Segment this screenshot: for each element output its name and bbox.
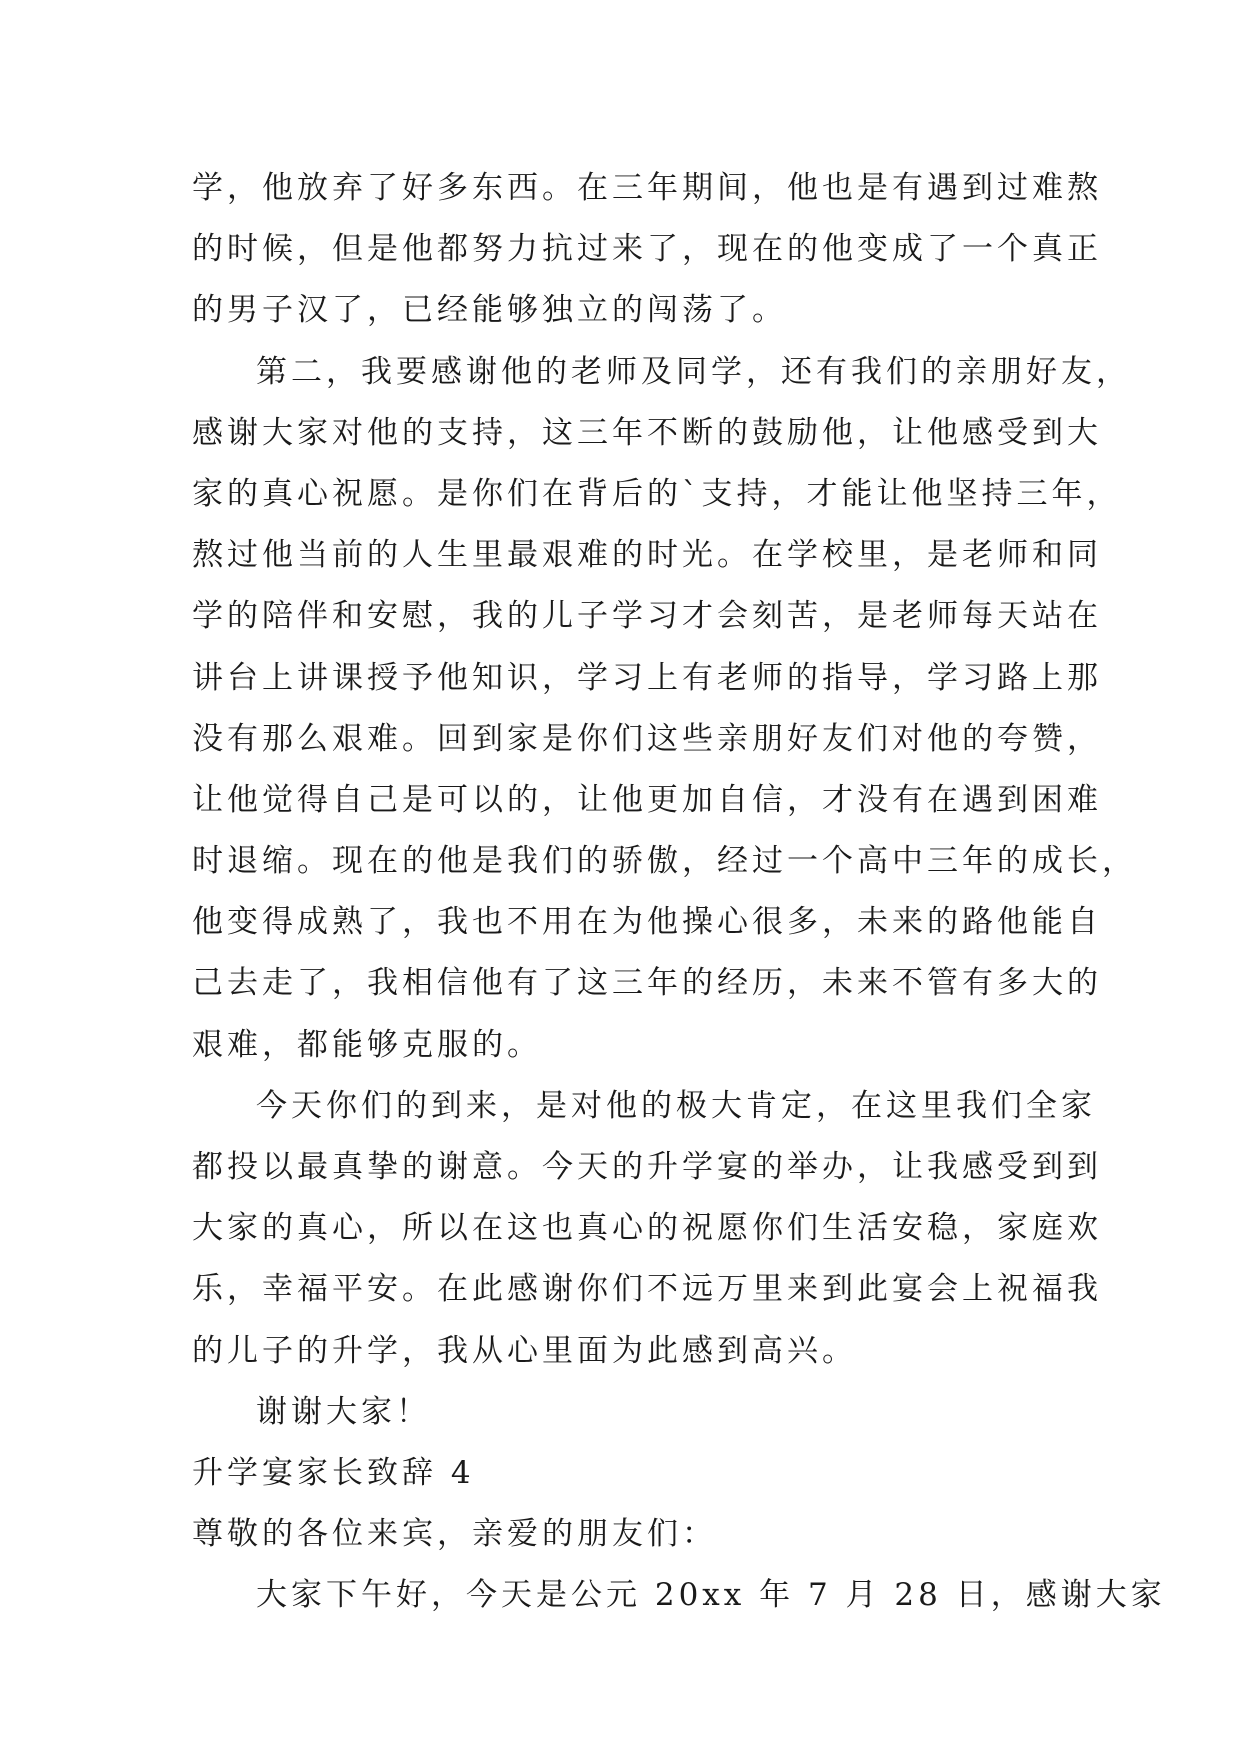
text-line: 学，他放弃了好多东西。在三年期间，他也是有遇到过难熬: [192, 170, 1102, 206]
text-line: 家的真心祝愿。是你们在背后的`支持，才能让他坚持三年，: [192, 475, 1122, 512]
text-line: 的儿子的升学，我从心里面为此感到高兴。: [192, 1332, 857, 1369]
text-line: 没有那么艰难。回到家是你们这些亲朋好友们对他的夸赞，: [192, 720, 1102, 757]
paragraph-start-line: 第二，我要感谢他的老师及同学，还有我们的亲朋好友，: [256, 353, 1131, 390]
text-line: 乐，幸福平安。在此感谢你们不远万里来到此宴会上祝福我: [192, 1271, 1102, 1308]
text-line: 的男子汉了，已经能够独立的闯荡了。: [192, 292, 787, 329]
text-line: 熬过他当前的人生里最艰难的时光。在学校里，是老师和同: [192, 537, 1102, 574]
thanks-line: 谢谢大家！: [256, 1393, 431, 1430]
paragraph-start-line: 今天你们的到来，是对他的极大肯定，在这里我们全家: [256, 1087, 1096, 1124]
text-line: 都投以最真挚的谢意。今天的升学宴的举办，让我感受到到: [192, 1149, 1102, 1185]
section-title: 升学宴家长致辞 4: [192, 1454, 475, 1491]
text-line: 讲台上讲课授予他知识，学习上有老师的指导，学习路上那: [192, 659, 1102, 696]
text-line: 己去走了，我相信他有了这三年的经历，未来不管有多大的: [192, 965, 1102, 1002]
text-line: 他变得成熟了，我也不用在为他操心很多，未来的路他能自: [192, 904, 1102, 941]
document-body: [192, 158, 1166, 1627]
text-line: 的时候，但是他都努力抗过来了，现在的他变成了一个真正: [192, 231, 1102, 268]
text-line: 让他觉得自己是可以的，让他更加自信，才没有在遇到困难: [192, 781, 1102, 818]
text-line: 感谢大家对他的支持，这三年不断的鼓励他，让他感受到大: [192, 414, 1102, 451]
text-line: 时退缩。现在的他是我们的骄傲，经过一个高中三年的成长，: [192, 843, 1137, 880]
text-line: 艰难，都能够克服的。: [192, 1026, 542, 1063]
text-line: 学的陪伴和安慰，我的儿子学习才会刻苦，是老师每天站在: [192, 598, 1102, 635]
text-line: 大家的真心，所以在这也真心的祝愿你们生活安稳，家庭欢: [192, 1210, 1102, 1247]
salutation-line: 尊敬的各位来宾，亲爱的朋友们：: [192, 1516, 717, 1553]
paragraph-start-line: 大家下午好，今天是公元 20xx 年 7 月 28 日，感谢大家: [256, 1577, 1166, 1614]
